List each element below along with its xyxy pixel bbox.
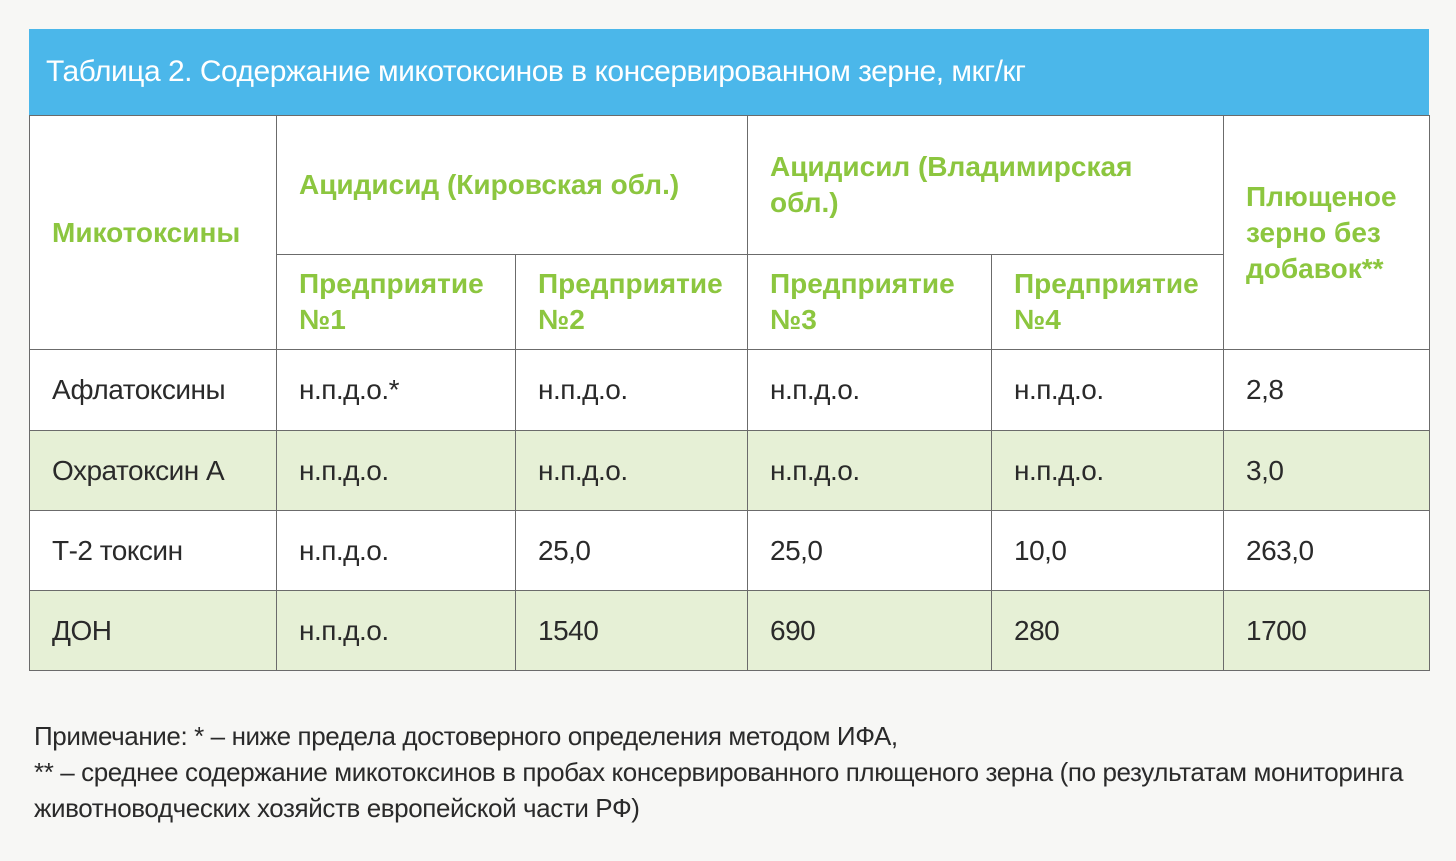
header-enterprise-3: Предприятие №3 [748, 255, 992, 350]
table-title: Таблица 2. Содержание микотоксинов в консервированном зерне, мкг/кг [29, 29, 1429, 115]
header-enterprise-2: Предприятие №2 [516, 255, 748, 350]
table-row [30, 431, 1430, 511]
table-cell: 690 [748, 591, 992, 671]
footnote-line: Примечание: * – ниже предела достоверного определения методом ИФА, [34, 721, 898, 751]
footnote-line: ** – среднее содержание микотоксинов в пробах консервированного плющеного зерна (по результатам мониторинга [34, 757, 1404, 787]
footnote-line: животноводческих хозяйств европейской части РФ) [34, 793, 640, 823]
row-label: Афлатоксины [30, 350, 277, 431]
table-cell: н.п.д.о. [277, 591, 516, 671]
table-cell: н.п.д.о. [277, 431, 516, 511]
header-enterprise-4: Предприятие №4 [992, 255, 1224, 350]
table-row [30, 350, 1430, 431]
table-row [30, 511, 1430, 591]
table-cell: 1540 [516, 591, 748, 671]
table-cell: 2,8 [1224, 350, 1430, 431]
header-enterprise-1: Предприятие №1 [277, 255, 516, 350]
table-cell: 1700 [1224, 591, 1430, 671]
header-flattened-grain: Плющеное зерно без добавок** [1224, 116, 1430, 350]
mycotoxin-table-block [29, 29, 1429, 671]
row-label: Т-2 токсин [30, 511, 277, 591]
table-cell: н.п.д.о. [277, 511, 516, 591]
table-cell: 10,0 [992, 511, 1224, 591]
row-label: Охратоксин А [30, 431, 277, 511]
mycotoxin-table [29, 115, 1430, 671]
header-group-vladimir: Ацидисил (Владимирская обл.) [748, 116, 1224, 255]
header-group-kirov: Ацидисид (Кировская обл.) [277, 116, 748, 255]
table-cell: 280 [992, 591, 1224, 671]
table-cell: 25,0 [748, 511, 992, 591]
table-cell: н.п.д.о. [992, 350, 1224, 431]
table-cell: 3,0 [1224, 431, 1430, 511]
table-cell: н.п.д.о.* [277, 350, 516, 431]
table-cell: н.п.д.о. [516, 350, 748, 431]
header-row-1 [30, 116, 1430, 255]
table-cell: н.п.д.о. [992, 431, 1224, 511]
table-cell: 263,0 [1224, 511, 1430, 591]
table-cell: 25,0 [516, 511, 748, 591]
table-cell: н.п.д.о. [516, 431, 748, 511]
table-cell: н.п.д.о. [748, 431, 992, 511]
row-label: ДОН [30, 591, 277, 671]
header-mycotoxins: Микотоксины [30, 116, 277, 350]
table-footnote [34, 718, 1434, 826]
table-cell: н.п.д.о. [748, 350, 992, 431]
table-row [30, 591, 1430, 671]
